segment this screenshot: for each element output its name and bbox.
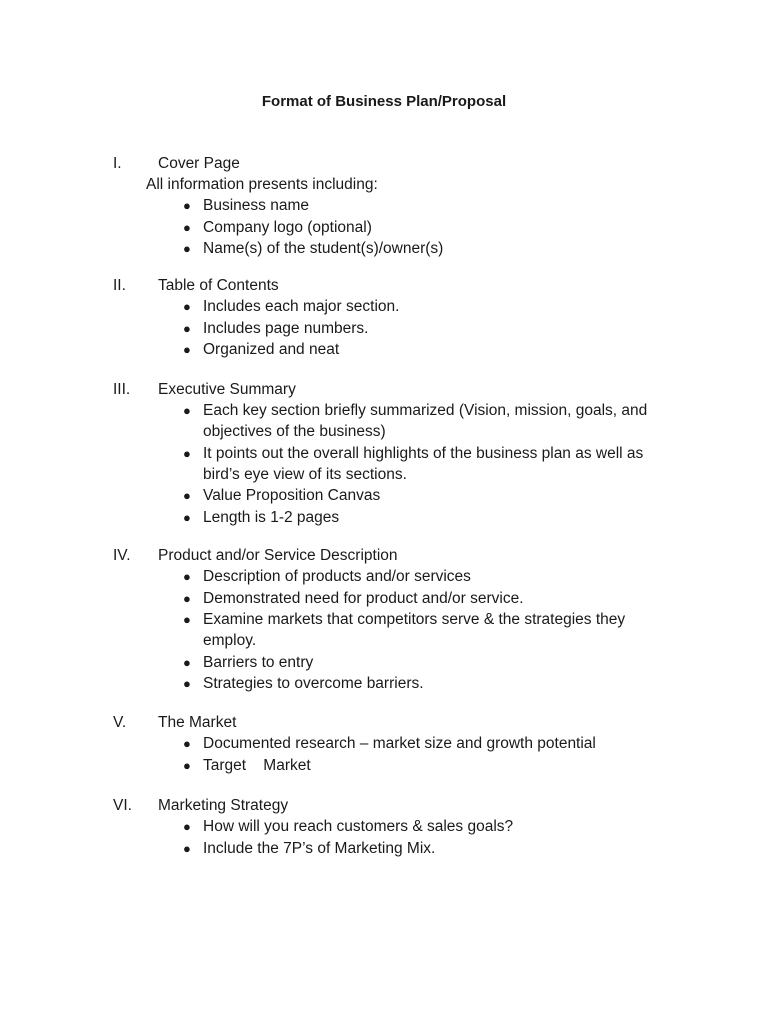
bullet-icon: ● bbox=[183, 736, 191, 751]
section-intro: All information presents including: bbox=[146, 176, 378, 193]
list-item: ● It points out the overall highlights of the business plan as well as bird’s eye view of its sections. bbox=[183, 444, 644, 483]
list-item: ● Barriers to entry bbox=[183, 653, 314, 671]
section-heading: Product and/or Service Description bbox=[158, 547, 398, 564]
page-title: Format of Business Plan/Proposal bbox=[261, 93, 507, 110]
bullet-list bbox=[113, 296, 713, 360]
bullet-icon: ● bbox=[183, 654, 191, 670]
section-numeral: V. bbox=[113, 714, 127, 731]
section-header bbox=[113, 379, 713, 400]
list-item: ● How will you reach customers & sales goals? bbox=[183, 818, 514, 835]
section-heading: The Market bbox=[158, 714, 237, 731]
bullet-icon: ● bbox=[183, 219, 191, 235]
bullet-icon: ● bbox=[183, 509, 191, 525]
bullet-icon: ● bbox=[183, 403, 191, 418]
bullet-list bbox=[113, 195, 713, 259]
bullet-list bbox=[113, 816, 713, 859]
bullet-icon: ● bbox=[183, 445, 191, 461]
section-executive-summary bbox=[113, 379, 713, 528]
list-item: ● Include the 7P’s of Marketing Mix. bbox=[183, 839, 436, 857]
bullet-icon: ● bbox=[183, 198, 191, 213]
list-item: ● Strategies to overcome barriers. bbox=[183, 675, 424, 692]
section-header bbox=[113, 712, 713, 733]
list-item: ● Name(s) of the student(s)/owner(s) bbox=[183, 240, 444, 257]
section-marketing-strategy bbox=[113, 795, 713, 859]
list-item: ● Organized and neat bbox=[183, 341, 340, 358]
bullet-icon: ● bbox=[183, 241, 191, 256]
list-item: ● Each key section briefly summarized (Vision, mission, goals, and objectives of the business) bbox=[183, 402, 648, 440]
section-the-market bbox=[113, 712, 713, 776]
list-item: ● Examine markets that competitors serve & the strategies they employ. bbox=[183, 611, 626, 649]
list-item: ● Length is 1-2 pages bbox=[183, 508, 340, 526]
bullet-icon: ● bbox=[183, 342, 191, 357]
section-heading: Executive Summary bbox=[158, 381, 296, 398]
bullet-list bbox=[113, 733, 713, 776]
section-heading: Cover Page bbox=[158, 155, 240, 172]
bullet-list bbox=[113, 566, 713, 694]
section-numeral: III. bbox=[113, 381, 131, 398]
section-header bbox=[113, 545, 713, 566]
bullet-list bbox=[113, 400, 713, 528]
list-item: ● Documented research – market size and growth potential bbox=[183, 735, 596, 752]
section-numeral: IV. bbox=[113, 547, 131, 564]
section-header bbox=[113, 275, 713, 296]
section-cover-page bbox=[113, 153, 713, 260]
bullet-icon: ● bbox=[183, 488, 191, 503]
section-product-service-description bbox=[113, 545, 713, 695]
section-heading: Marketing Strategy bbox=[158, 797, 289, 814]
section-numeral: II. bbox=[113, 277, 126, 294]
bullet-icon: ● bbox=[183, 612, 191, 627]
bullet-icon: ● bbox=[183, 676, 191, 691]
list-item: ● Demonstrated need for product and/or service. bbox=[183, 589, 524, 607]
section-numeral: VI. bbox=[113, 797, 132, 814]
bullet-icon: ● bbox=[183, 299, 191, 314]
list-item: ● Value Proposition Canvas bbox=[183, 487, 381, 504]
section-heading: Table of Contents bbox=[158, 277, 279, 294]
list-item: ● Includes each major section. bbox=[183, 298, 400, 315]
section-numeral: I. bbox=[113, 155, 122, 172]
section-header bbox=[113, 795, 713, 816]
list-item: ● Target Market bbox=[183, 756, 311, 774]
list-item: ● Description of products and/or services bbox=[183, 568, 471, 585]
bullet-icon: ● bbox=[183, 840, 191, 856]
bullet-icon: ● bbox=[183, 819, 191, 834]
list-item: ● Business name bbox=[183, 197, 309, 214]
bullet-icon: ● bbox=[183, 757, 191, 773]
list-item: ● Company logo (optional) bbox=[183, 218, 372, 236]
bullet-icon: ● bbox=[183, 569, 191, 584]
list-item: ● Includes page numbers. bbox=[183, 319, 369, 337]
section-header bbox=[113, 153, 713, 174]
bullet-icon: ● bbox=[183, 590, 191, 606]
section-table-of-contents bbox=[113, 275, 713, 361]
bullet-icon: ● bbox=[183, 320, 191, 336]
